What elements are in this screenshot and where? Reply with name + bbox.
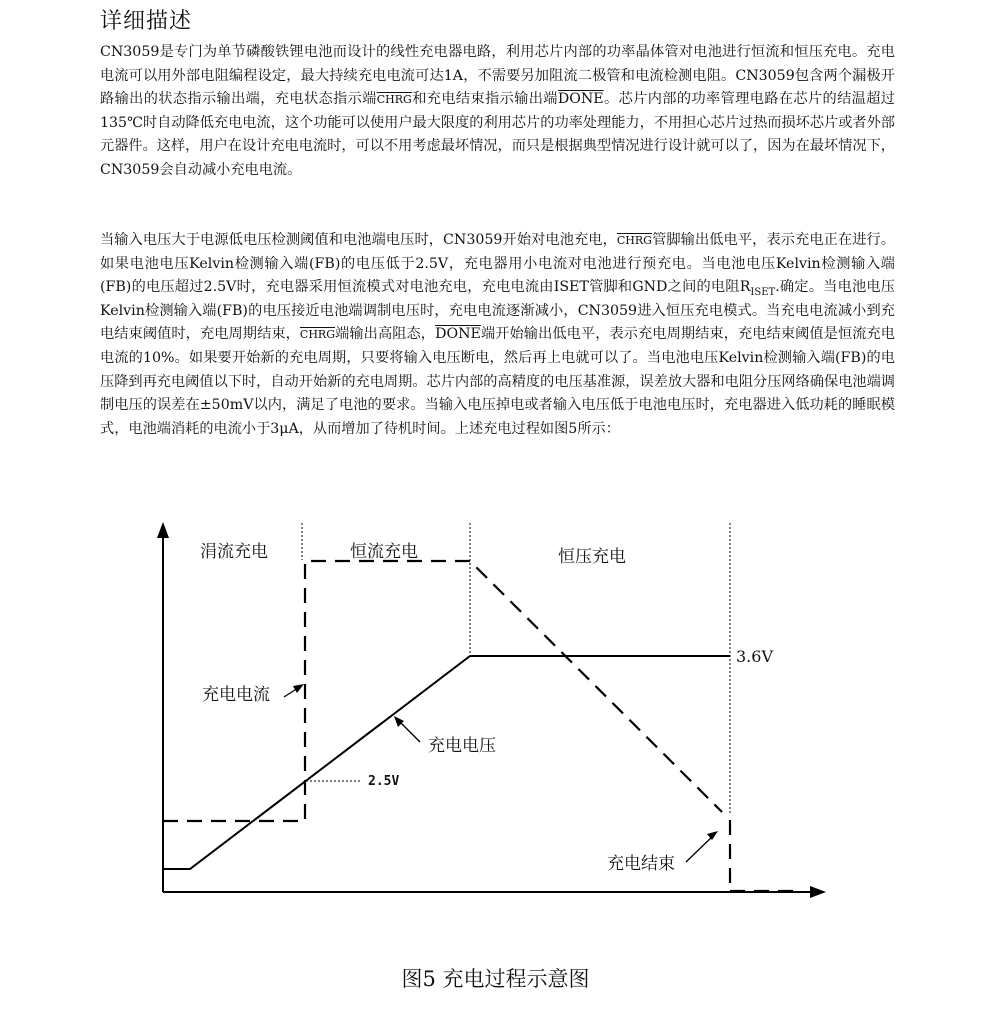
chrg-pin-name: CHRG	[299, 328, 336, 342]
trickle-charge-label: 涓流充电	[200, 542, 268, 562]
constant-current-label: 恒流充电	[350, 542, 418, 562]
text-span: 。芯片内部的功率管理电路在芯片的结温超过135℃时自动降低充电电流，这个功能可以使用户最大限度的利用芯片的功率处理能力，不用担心芯片过热而损坏芯片或者外部元器件。这样，用户在设计充电电流时，可以不用考虑最坏情况，而只是根据典型情况进行设计就可以了，因为在最坏情况下，CN3059会自动减小充电电流。	[100, 91, 895, 178]
done-pin-name: DONE	[435, 326, 481, 343]
regulation-voltage-label: 3.6V	[736, 647, 773, 666]
text-span: 当输入电压大于电源低电压检测阈值和电池端电压时，CN3059开始对电池充电，	[100, 232, 617, 248]
constant-voltage-label: 恒压充电	[558, 547, 626, 567]
charge-current-label: 充电电流	[202, 685, 270, 705]
text-span: .确定。当电池电压Kelvin检测输入端(FB)的电压接近电池端调制电压时，充电电流逐渐减小，CN3059进入恒压充电模式。当充电电流减小到充电结束阈值时，充电周期结束，	[100, 279, 895, 343]
pointer-arrow-icon	[293, 684, 304, 693]
done-pin-name: DONE	[557, 91, 604, 108]
text-span: CN3059是专门为单节磷酸铁锂电池而设计的线性充电器电路，利用芯片内部的功率晶体管对电池进行恒流和恒压充电。充电电流可以用外部电阻编程设定，最大持续充电电流可达1A，不需要另加阻流二极管和电流检测电阻。CN3059包含两个漏极开路输出的状态指示输出端，充电状态指示端	[100, 44, 895, 108]
charge-end-label: 充电结束	[607, 854, 675, 874]
text-span: 和充电结束指示输出端	[411, 91, 558, 108]
text-span: 端开始输出低电平，表示充电周期结束，充电结束阈值是恒流充电电流的10%。如果要开始新的充电周期，只要将输入电压断电，然后再上电就可以了。当电池电压Kelvin检测输入端(FB)的电压降到再充电阈值以下时，自动开始新的充电周期。芯片内部的高精度的电压基准源，误差放大器和电阻分压网络确保电池端调制电压的误差在±50mV以内，满足了电池的要求。当输入电压掉电或者输入电压低于电池电压时，充电器进入低功耗的睡眠模式，电池端消耗的电流小于3μA，从而增加了待机时间。上述充电过程如图5所示：	[100, 326, 895, 437]
text-span: 管脚输出低电平，表示充电正在进行。如果电池电压Kelvin检测输入端(FB)的电压低于2.5V，充电器用小电流对电池进行预充电。当电池电压Kelvin检测输入端(FB)的电压超过2.5V时，充电器采用恒流模式对电池充电，充电电流由ISET管脚和GND之间的电阻R	[100, 232, 895, 296]
charge-voltage-label: 充电电压	[428, 736, 496, 756]
chrg-pin-name: CHRG	[376, 93, 412, 107]
pre-charge-voltage-label: 2.5V	[368, 774, 400, 789]
iset-subscript: ISET	[750, 287, 776, 299]
x-axis-arrow-icon	[810, 886, 826, 898]
y-axis-arrow-icon	[157, 522, 169, 538]
section-heading: 详细描述	[100, 9, 193, 34]
chrg-pin-name: CHRG	[616, 234, 652, 247]
text-span: 端输出高阻态，	[335, 326, 436, 343]
figure-caption: 图5 充电过程示意图	[401, 967, 590, 991]
pointer-arrow-icon	[707, 831, 718, 840]
